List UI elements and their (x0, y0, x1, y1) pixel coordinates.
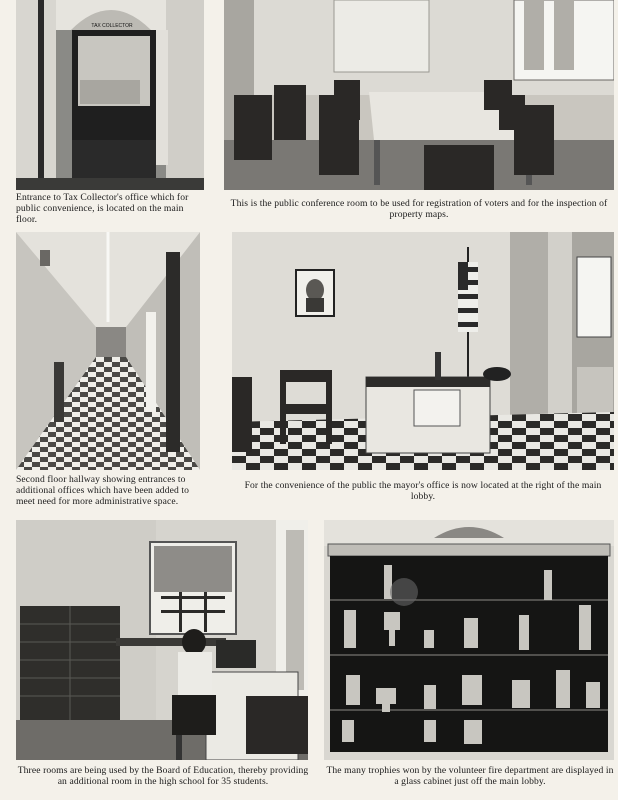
photo-mayors-office (232, 232, 614, 470)
photo-second-floor-hallway (16, 232, 200, 470)
caption-mayors-office: For the convenience of the public the mayor's office is now located at the right of the main lobby. (244, 480, 602, 502)
caption-second-floor-hallway: Second floor hallway showing entrances to additional offices which have been added to meet need for more administrative space. (16, 474, 190, 507)
caption-tax-collector: Entrance to Tax Collector's office which for public convenience, is located on the main floor. (16, 192, 189, 225)
caption-conference-room: This is the public conference room to be used for registration of voters and for the inspection of property maps. (230, 198, 608, 220)
tax-collector-sign: TAX COLLECTOR (91, 23, 133, 29)
photo-board-of-education (16, 520, 308, 760)
photo-trophy-cabinet (324, 520, 614, 760)
photo-tax-collector-entrance (16, 0, 204, 190)
photo-conference-room (224, 0, 614, 190)
caption-board-of-education: Three rooms are being used by the Board of Education, thereby providing an additional room in the high school for 35 students. (17, 765, 309, 787)
caption-trophy-cabinet: The many trophies won by the volunteer fire department are displayed in a glass cabinet just off the main lobby. (326, 765, 614, 787)
